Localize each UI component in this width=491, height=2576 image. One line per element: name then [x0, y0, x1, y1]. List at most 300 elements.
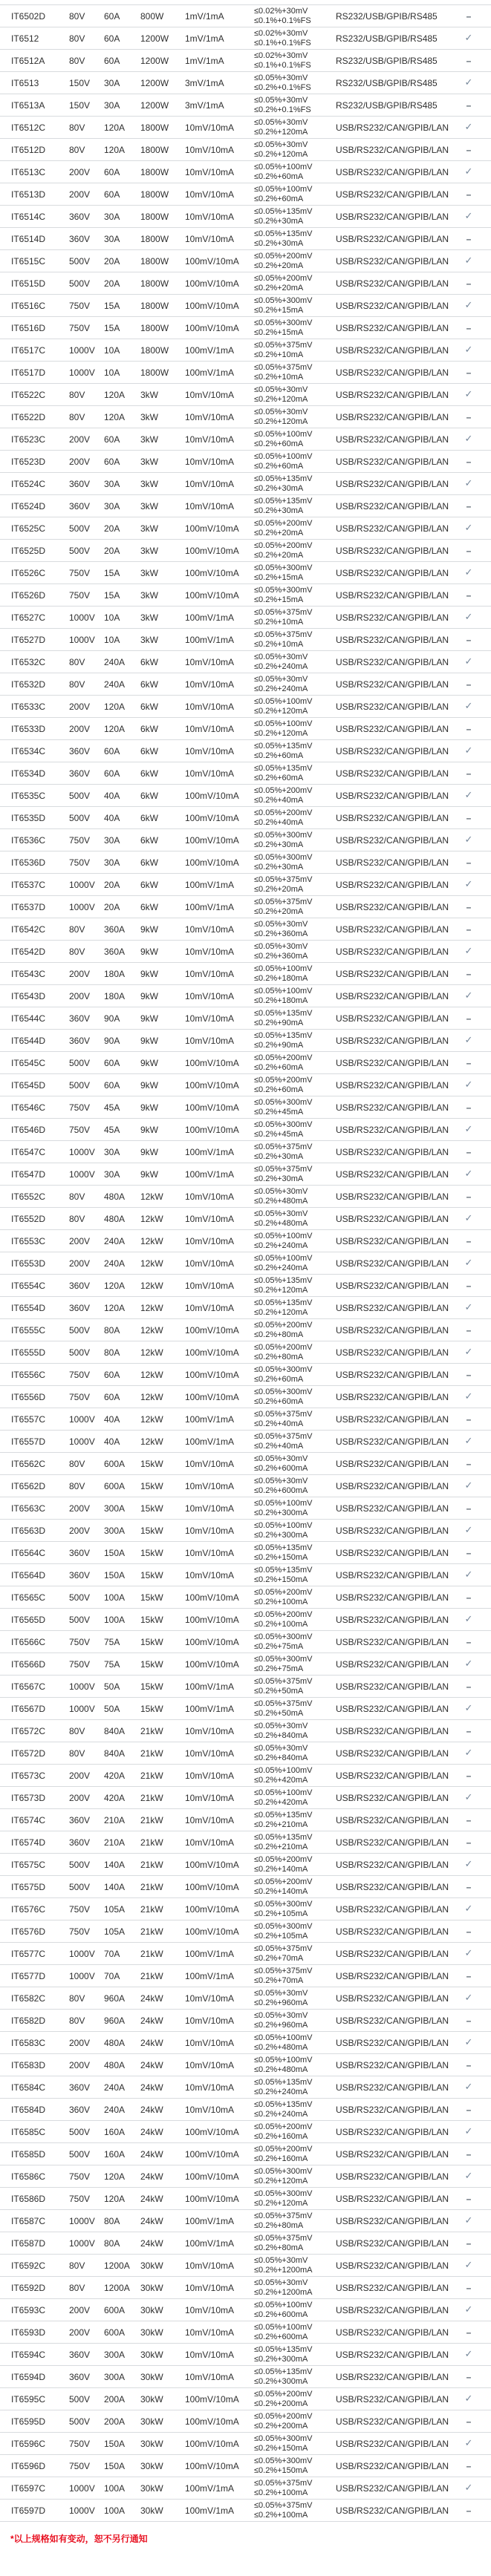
table-row [0, 451, 491, 473]
current-accuracy: ≤0.2%+300mA [254, 1530, 308, 1540]
dash-icon: – [466, 857, 472, 868]
voltage-cell: 500V [69, 1859, 91, 1870]
voltage-cell: 80V [69, 389, 85, 400]
current-cell: 600A [104, 1458, 126, 1469]
model-cell: IT6587D [11, 2237, 46, 2249]
table-row [0, 1186, 491, 1208]
model-cell: IT6544D [11, 1035, 46, 1046]
resolution-cell: 10mV/10mA [185, 1302, 235, 1313]
voltage-accuracy: ≤0.05%+375mV [254, 1431, 313, 1441]
table-row [0, 718, 491, 740]
flag-cell [455, 255, 483, 267]
power-cell: 9kW [140, 990, 158, 1001]
resolution-cell: 10mV/10mA [185, 679, 235, 690]
voltage-cell: 200V [69, 189, 91, 200]
interfaces-cell: USB/RS232/CAN/GPIB/LAN [336, 389, 449, 400]
resolution-cell: 10mV/10mA [185, 2349, 235, 2360]
accuracy-cell [254, 1833, 336, 1852]
flag-cell [455, 145, 483, 155]
voltage-cell: 360V [69, 233, 91, 244]
flag-cell [455, 2105, 483, 2115]
table-row [0, 1341, 491, 1364]
table-row [0, 740, 491, 762]
resolution-cell: 100mV/10mA [185, 1636, 239, 1647]
voltage-cell: 500V [69, 812, 91, 823]
interfaces-cell: USB/RS232/CAN/GPIB/LAN [336, 2171, 449, 2182]
check-icon: ✓ [464, 745, 473, 756]
voltage-cell: 80V [69, 411, 85, 422]
table-row [0, 1631, 491, 1653]
voltage-accuracy: ≤0.05%+200mV [254, 1877, 313, 1886]
power-cell: 30kW [140, 2460, 163, 2471]
model-cell: IT6522D [11, 411, 46, 422]
dash-icon: – [466, 2148, 472, 2160]
flag-cell [455, 77, 483, 88]
power-cell: 12kW [140, 1324, 163, 1336]
voltage-cell: 360V [69, 1302, 91, 1313]
resolution-cell: 10mV/10mA [185, 500, 235, 511]
current-accuracy: ≤0.2%+180mA [254, 996, 308, 1005]
voltage-accuracy: ≤0.05%+135mV [254, 1832, 313, 1842]
voltage-cell: 80V [69, 1993, 85, 2004]
power-cell: 21kW [140, 1970, 163, 1981]
resolution-cell: 100mV/10mA [185, 1347, 239, 1358]
current-cell: 20A [104, 901, 120, 912]
current-cell: 160A [104, 2148, 126, 2160]
current-accuracy: ≤0.2%+1200mA [254, 2265, 313, 2275]
flag-cell [455, 902, 483, 912]
power-cell: 15kW [140, 1592, 163, 1603]
interfaces-cell: USB/RS232/CAN/GPIB/LAN [336, 545, 449, 556]
check-icon: ✓ [464, 77, 473, 88]
accuracy-cell [254, 274, 336, 293]
table-row [0, 1096, 491, 1119]
flag-cell [455, 1993, 483, 2004]
current-accuracy: ≤0.1%+0.1%FS [254, 16, 311, 25]
interfaces-cell: USB/RS232/CAN/GPIB/LAN [336, 2482, 449, 2494]
table-row [0, 1720, 491, 1742]
voltage-accuracy: ≤0.05%+100mV [254, 184, 313, 194]
current-cell: 960A [104, 2015, 126, 2026]
voltage-accuracy: ≤0.05%+100mV [254, 2033, 313, 2042]
current-cell: 60A [104, 55, 120, 66]
current-accuracy: ≤0.2%+120mA [254, 706, 308, 716]
voltage-accuracy: ≤0.05%+300mV [254, 2166, 313, 2176]
current-cell: 1200A [104, 2282, 130, 2293]
voltage-cell: 750V [69, 1102, 91, 1113]
current-accuracy: ≤0.2%+10mA [254, 617, 304, 627]
power-cell: 6kW [140, 790, 158, 801]
voltage-cell: 500V [69, 2393, 91, 2405]
table-row [0, 1074, 491, 1096]
current-accuracy: ≤0.2%+75mA [254, 1664, 304, 1673]
voltage-accuracy: ≤0.05%+135mV [254, 2367, 313, 2376]
power-cell: 24kW [140, 2193, 163, 2204]
interfaces-cell: USB/RS232/CAN/GPIB/LAN [336, 990, 449, 1001]
check-icon: ✓ [464, 33, 473, 44]
accuracy-cell [254, 1588, 336, 1607]
accuracy-cell [254, 1387, 336, 1407]
model-cell: IT6572C [11, 1725, 46, 1736]
current-cell: 105A [104, 1926, 126, 1937]
current-accuracy: ≤0.2%+160mA [254, 2154, 308, 2163]
model-cell: IT6593D [11, 2327, 46, 2338]
voltage-cell: 360V [69, 745, 91, 756]
model-cell: IT6532D [11, 679, 46, 690]
table-row [0, 2076, 491, 2099]
power-cell: 6kW [140, 701, 158, 712]
check-icon: ✓ [464, 567, 473, 578]
resolution-cell: 10mV/10mA [185, 745, 235, 756]
voltage-cell: 750V [69, 2438, 91, 2449]
dash-icon: – [466, 1636, 472, 1647]
table-row [0, 183, 491, 206]
power-cell: 1800W [140, 166, 169, 177]
flag-cell [455, 1370, 483, 1380]
check-icon: ✓ [464, 1168, 473, 1180]
flag-cell [455, 946, 483, 957]
table-row [0, 384, 491, 406]
model-cell: IT6554D [11, 1302, 46, 1313]
flag-cell [455, 1213, 483, 1224]
table-row [0, 2321, 491, 2344]
current-cell: 120A [104, 144, 126, 155]
table-row [0, 896, 491, 918]
current-accuracy: ≤0.2%+120mA [254, 728, 308, 738]
resolution-cell: 10mV/10mA [185, 122, 235, 133]
flag-cell [455, 924, 483, 935]
power-cell: 9kW [140, 1168, 158, 1180]
voltage-accuracy: ≤0.05%+300mV [254, 295, 313, 305]
current-accuracy: ≤0.2%+150mA [254, 2443, 308, 2453]
model-cell: IT6515D [11, 278, 46, 289]
resolution-cell: 100mV/1mA [185, 1436, 235, 1447]
power-cell: 3kW [140, 478, 158, 489]
resolution-cell: 10mV/10mA [185, 1748, 235, 1759]
flag-cell [455, 656, 483, 667]
voltage-accuracy: ≤0.05%+135mV [254, 1298, 313, 1307]
current-cell: 120A [104, 411, 126, 422]
voltage-accuracy: ≤0.05%+375mV [254, 362, 313, 372]
voltage-cell: 500V [69, 278, 91, 289]
interfaces-cell: USB/RS232/CAN/GPIB/LAN [336, 122, 449, 133]
current-accuracy: ≤0.2%+300mA [254, 2354, 308, 2364]
voltage-accuracy: ≤0.05%+375mV [254, 1164, 313, 1174]
current-accuracy: ≤0.2%+210mA [254, 1842, 308, 1851]
accuracy-cell [254, 2100, 336, 2119]
current-cell: 840A [104, 1748, 126, 1759]
accuracy-cell [254, 1877, 336, 1897]
table-row [0, 1965, 491, 1987]
resolution-cell: 100mV/1mA [185, 2237, 235, 2249]
dash-icon: – [466, 768, 472, 779]
model-cell: IT6564C [11, 1547, 46, 1558]
voltage-accuracy: ≤0.05%+30mV [254, 95, 308, 105]
voltage-cell: 80V [69, 1191, 85, 1202]
voltage-cell: 1000V [69, 1703, 95, 1714]
voltage-cell: 750V [69, 1391, 91, 1402]
table-row [0, 1698, 491, 1720]
current-cell: 45A [104, 1102, 120, 1113]
resolution-cell: 10mV/10mA [185, 1035, 235, 1046]
accuracy-cell [254, 118, 336, 137]
current-accuracy: ≤0.2%+150mA [254, 2465, 308, 2475]
current-cell: 300A [104, 2349, 126, 2360]
interfaces-cell: USB/RS232/CAN/GPIB/LAN [336, 2505, 449, 2516]
current-cell: 300A [104, 1525, 126, 1536]
accuracy-cell [254, 474, 336, 494]
model-cell: IT6595D [11, 2416, 46, 2427]
table-row [0, 317, 491, 339]
power-cell: 1200W [140, 77, 169, 88]
power-cell: 24kW [140, 2104, 163, 2115]
table-row [0, 1386, 491, 1408]
power-cell: 9kW [140, 1146, 158, 1157]
accuracy-cell [254, 1321, 336, 1340]
flag-cell [455, 990, 483, 1001]
table-row [0, 1809, 491, 1831]
flag-cell [455, 590, 483, 601]
flag-cell [455, 1035, 483, 1046]
resolution-cell: 10mV/10mA [185, 768, 235, 779]
current-cell: 120A [104, 122, 126, 133]
resolution-cell: 100mV/10mA [185, 1079, 239, 1091]
model-cell: IT6573C [11, 1770, 46, 1781]
flag-cell [455, 1859, 483, 1870]
flag-cell [455, 2171, 483, 2182]
flag-cell [455, 189, 483, 200]
resolution-cell: 10mV/10mA [185, 2260, 235, 2271]
current-accuracy: ≤0.2%+60mA [254, 1374, 304, 1384]
current-cell: 15A [104, 589, 120, 601]
current-accuracy: ≤0.2%+30mA [254, 840, 304, 849]
current-accuracy: ≤0.2%+30mA [254, 506, 304, 515]
voltage-cell: 360V [69, 1547, 91, 1558]
power-cell: 21kW [140, 1948, 163, 1959]
voltage-cell: 200V [69, 2327, 91, 2338]
power-cell: 30kW [140, 2438, 163, 2449]
table-row [0, 696, 491, 718]
interfaces-cell: USB/RS232/CAN/GPIB/LAN [336, 745, 449, 756]
voltage-cell: 750V [69, 2460, 91, 2471]
model-cell: IT6526D [11, 589, 46, 601]
check-icon: ✓ [464, 1258, 473, 1269]
current-accuracy: ≤0.2%+105mA [254, 1931, 308, 1941]
dash-icon: – [466, 189, 472, 200]
flag-cell [455, 300, 483, 311]
resolution-cell: 10mV/10mA [185, 2371, 235, 2382]
voltage-accuracy: ≤0.05%+30mV [254, 941, 308, 951]
flag-cell [455, 1614, 483, 1625]
interfaces-cell: USB/RS232/CAN/GPIB/LAN [336, 1168, 449, 1180]
model-cell: IT6574C [11, 1814, 46, 1825]
dash-icon: – [466, 2015, 472, 2026]
voltage-accuracy: ≤0.05%+200mV [254, 2122, 313, 2131]
model-cell: IT6534C [11, 745, 46, 756]
power-cell: 9kW [140, 1057, 158, 1068]
power-cell: 6kW [140, 834, 158, 846]
power-cell: 30kW [140, 2416, 163, 2427]
table-row [0, 1208, 491, 1230]
power-cell: 24kW [140, 2015, 163, 2026]
flag-cell [455, 2194, 483, 2204]
check-icon: ✓ [464, 2260, 473, 2271]
voltage-accuracy: ≤0.05%+100mV [254, 451, 313, 461]
power-cell: 9kW [140, 1102, 158, 1113]
current-accuracy: ≤0.2%+40mA [254, 1419, 304, 1428]
current-accuracy: ≤0.2%+70mA [254, 1975, 304, 1985]
voltage-accuracy: ≤0.05%+30mV [254, 919, 308, 929]
model-cell: IT6543D [11, 990, 46, 1001]
current-cell: 60A [104, 189, 120, 200]
table-row [0, 1987, 491, 2010]
current-cell: 240A [104, 656, 126, 667]
model-cell: IT6536D [11, 857, 46, 868]
flag-cell [455, 1681, 483, 1692]
table-row [0, 629, 491, 651]
table-row [0, 2121, 491, 2143]
current-accuracy: ≤0.2%+20mA [254, 906, 304, 916]
current-accuracy: ≤0.2%+600mA [254, 2332, 308, 2341]
model-cell: IT6547D [11, 1168, 46, 1180]
table-row [0, 2255, 491, 2277]
current-accuracy: ≤0.2%+480mA [254, 2065, 308, 2074]
resolution-cell: 10mV/10mA [185, 1213, 235, 1224]
check-icon: ✓ [464, 1948, 473, 1959]
resolution-cell: 100mV/10mA [185, 523, 239, 534]
accuracy-cell [254, 898, 336, 917]
current-cell: 80A [104, 1324, 120, 1336]
interfaces-cell: USB/RS232/CAN/GPIB/LAN [336, 1703, 449, 1714]
model-cell: IT6565D [11, 1614, 46, 1625]
check-icon: ✓ [464, 1903, 473, 1915]
dash-icon: – [466, 968, 472, 979]
table-row [0, 1898, 491, 1920]
table-row [0, 2299, 491, 2321]
flag-cell [455, 501, 483, 511]
power-cell: 24kW [140, 1993, 163, 2004]
resolution-cell: 100mV/10mA [185, 2193, 239, 2204]
interfaces-cell: RS232/USB/GPIB/RS485 [336, 33, 438, 44]
flag-cell [455, 2215, 483, 2226]
voltage-accuracy: ≤0.05%+100mV [254, 2055, 313, 2065]
power-cell: 6kW [140, 812, 158, 823]
interfaces-cell: USB/RS232/CAN/GPIB/LAN [336, 166, 449, 177]
voltage-cell: 200V [69, 990, 91, 1001]
table-row [0, 339, 491, 362]
table-row [0, 2477, 491, 2500]
current-accuracy: ≤0.2%+60mA [254, 194, 304, 203]
interfaces-cell: USB/RS232/CAN/GPIB/LAN [336, 1993, 449, 2004]
power-cell: 24kW [140, 2126, 163, 2137]
current-accuracy: ≤0.2%+20mA [254, 261, 304, 270]
interfaces-cell: USB/RS232/CAN/GPIB/LAN [336, 2327, 449, 2338]
voltage-cell: 750V [69, 857, 91, 868]
current-accuracy: ≤0.2%+105mA [254, 1909, 308, 1918]
flag-cell [455, 211, 483, 222]
voltage-accuracy: ≤0.05%+30mV [254, 1186, 308, 1196]
current-cell: 40A [104, 790, 120, 801]
flag-cell [455, 2393, 483, 2405]
current-accuracy: ≤0.2%+30mA [254, 1151, 304, 1161]
power-cell: 800W [140, 10, 164, 22]
resolution-cell: 10mV/10mA [185, 1993, 235, 2004]
power-cell: 3kW [140, 523, 158, 534]
resolution-cell: 10mV/10mA [185, 389, 235, 400]
table-row [0, 1542, 491, 1564]
interfaces-cell: USB/RS232/CAN/GPIB/LAN [336, 1658, 449, 1670]
power-cell: 15kW [140, 1547, 163, 1558]
spec-table [0, 4, 491, 2522]
accuracy-cell [254, 2412, 336, 2431]
model-cell: IT6545C [11, 1057, 46, 1068]
current-cell: 20A [104, 545, 120, 556]
flag-cell [455, 2283, 483, 2293]
current-accuracy: ≤0.2%+840mA [254, 1753, 308, 1762]
flag-cell [455, 2304, 483, 2315]
voltage-cell: 360V [69, 2371, 91, 2382]
table-row [0, 762, 491, 785]
accuracy-cell [254, 1209, 336, 1229]
flag-cell [455, 2482, 483, 2494]
voltage-cell: 200V [69, 723, 91, 734]
table-row [0, 2232, 491, 2255]
interfaces-cell: USB/RS232/CAN/GPIB/LAN [336, 1681, 449, 1692]
model-cell: IT6586D [11, 2193, 46, 2204]
flag-cell [455, 1569, 483, 1580]
interfaces-cell: USB/RS232/CAN/GPIB/LAN [336, 189, 449, 200]
accuracy-cell [254, 1276, 336, 1295]
current-accuracy: ≤0.2%+480mA [254, 1218, 308, 1228]
interfaces-cell: USB/RS232/CAN/GPIB/LAN [336, 1458, 449, 1469]
resolution-cell: 10mV/10mA [185, 411, 235, 422]
current-accuracy: ≤0.2%+200mA [254, 2421, 308, 2430]
resolution-cell: 100mV/10mA [185, 790, 239, 801]
table-row [0, 785, 491, 807]
current-cell: 120A [104, 1280, 126, 1291]
power-cell: 30kW [140, 2260, 163, 2271]
interfaces-cell: USB/RS232/CAN/GPIB/LAN [336, 1948, 449, 1959]
check-icon: ✓ [464, 790, 473, 801]
flag-cell [455, 1147, 483, 1157]
resolution-cell: 100mV/10mA [185, 2126, 239, 2137]
accuracy-cell [254, 1677, 336, 1696]
power-cell: 1800W [140, 344, 169, 356]
interfaces-cell: USB/RS232/CAN/GPIB/LAN [336, 434, 449, 445]
check-icon: ✓ [464, 990, 473, 1001]
voltage-accuracy: ≤0.05%+100mV [254, 2322, 313, 2332]
voltage-accuracy: ≤0.05%+100mV [254, 1765, 313, 1775]
flag-cell [455, 1882, 483, 1892]
accuracy-cell [254, 1410, 336, 1429]
dash-icon: – [466, 1102, 472, 1113]
current-cell: 240A [104, 1258, 126, 1269]
current-cell: 120A [104, 2193, 126, 2204]
model-cell: IT6513D [11, 189, 46, 200]
current-accuracy: ≤0.2%+150mA [254, 1575, 308, 1584]
accuracy-cell [254, 1165, 336, 1184]
dash-icon: – [466, 1814, 472, 1825]
model-cell: IT6583C [11, 2037, 46, 2048]
dash-icon: – [466, 411, 472, 422]
check-icon: ✓ [464, 478, 473, 489]
current-cell: 120A [104, 389, 126, 400]
model-cell: IT6582C [11, 1993, 46, 2004]
accuracy-cell [254, 675, 336, 694]
resolution-cell: 10mV/10mA [185, 211, 235, 222]
interfaces-cell: USB/RS232/CAN/GPIB/LAN [336, 589, 449, 601]
resolution-cell: 100mV/1mA [185, 2482, 235, 2494]
